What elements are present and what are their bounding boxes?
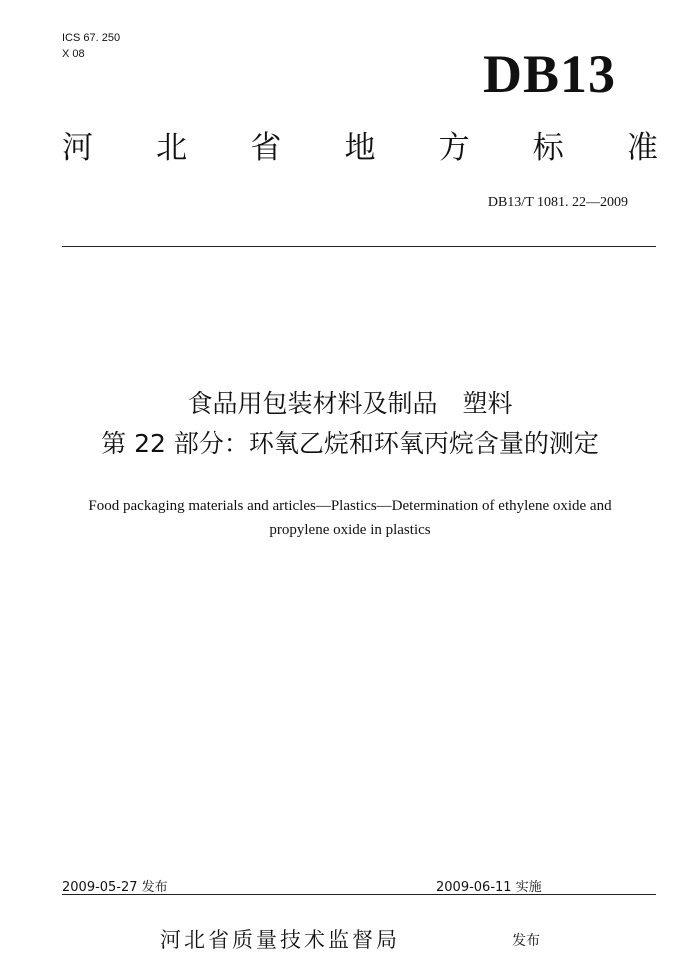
- ics-block: [62, 30, 120, 62]
- gov-title-char: 地: [344, 130, 376, 166]
- issuer: 河北省质量技术监督局: [160, 928, 400, 952]
- title-cn-line2: 第 22 部分：环氧乙烷和环氧丙烷含量的测定: [101, 429, 599, 458]
- title-en-line2: propylene oxide in plastics: [269, 522, 431, 538]
- gov-title-char: 准: [626, 130, 658, 166]
- title-en: [40, 494, 660, 542]
- gov-standard-title: [62, 128, 658, 168]
- db13-logo: DB13: [482, 44, 616, 104]
- title-en-line1: Food packaging materials and articles—Plastics—Determination of ethylene oxide and: [88, 498, 612, 514]
- gov-title-char: 北: [156, 130, 188, 166]
- gov-title-char: 标: [532, 130, 564, 166]
- ics-code: ICS 67. 250: [62, 32, 121, 44]
- standard-number: DB13/T 1081. 22—2009: [487, 195, 628, 210]
- top-divider: [62, 246, 656, 247]
- title-cn-line1: 食品用包装材料及制品 塑料: [187, 389, 513, 418]
- implementation-date: 2009-06-11 实施: [436, 880, 542, 895]
- gov-title-char: 河: [62, 130, 93, 166]
- bottom-divider: [62, 894, 656, 895]
- issue-date: 2009-05-27 发布: [62, 880, 168, 895]
- category-code: X 08: [62, 48, 85, 60]
- gov-title-char: 省: [250, 130, 282, 166]
- gov-title-char: 方: [438, 130, 470, 166]
- issuer-suffix: 发布: [512, 933, 540, 949]
